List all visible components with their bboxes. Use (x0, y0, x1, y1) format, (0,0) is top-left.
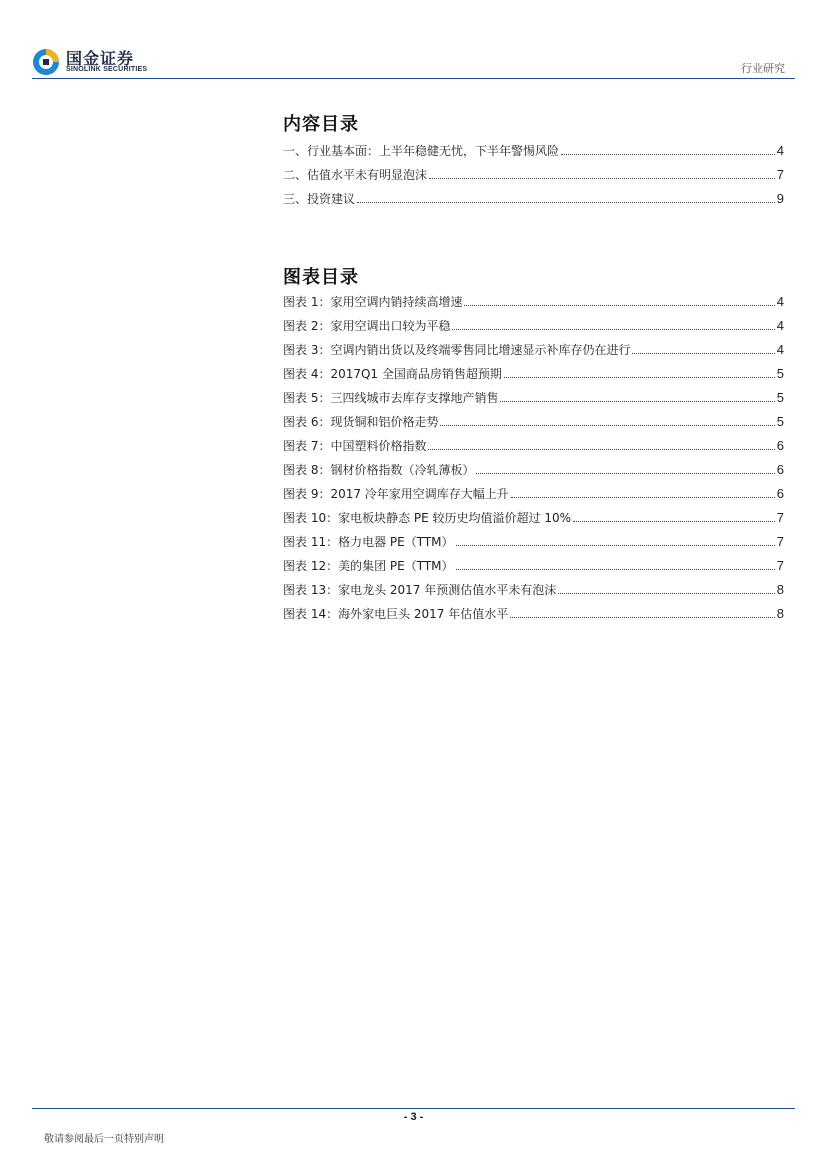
figure-item-page: 5 (776, 366, 784, 381)
company-logo (32, 46, 162, 78)
figure-item-text: 图表 5：三四线城市去库存支撑地产销售 (283, 391, 499, 405)
figure-item[interactable] (283, 413, 784, 437)
leader-dots (476, 473, 774, 474)
contents-item-text: 三、投资建议 (283, 192, 356, 206)
contents-item[interactable] (283, 190, 784, 214)
leader-dots (456, 545, 775, 546)
figure-item-page: 6 (776, 462, 784, 477)
figure-item-page: 4 (776, 318, 784, 333)
leader-dots (429, 178, 775, 179)
figure-item-page: 8 (776, 582, 784, 597)
figure-item-text: 图表 2：家用空调出口较为平稳 (283, 319, 451, 333)
figure-item-text: 图表 7：中国塑料价格指数 (283, 439, 427, 453)
leader-dots (456, 569, 775, 570)
figure-item-page: 7 (776, 510, 784, 525)
leader-dots (511, 497, 775, 498)
figure-item-page: 7 (776, 534, 784, 549)
figure-item-text: 图表 9：2017 冷年家用空调库存大幅上升 (283, 487, 509, 501)
leader-dots (561, 154, 775, 155)
figure-item[interactable] (283, 365, 784, 389)
figure-item-page: 5 (776, 414, 784, 429)
figure-item-page: 5 (776, 390, 784, 405)
leader-dots (510, 617, 775, 618)
leader-dots (464, 305, 774, 306)
leader-dots (357, 202, 775, 203)
logo-english-name: SINOLINK SECURITIES (66, 66, 148, 73)
figure-item[interactable] (283, 389, 784, 413)
figure-item-page: 8 (776, 606, 784, 621)
leader-dots (558, 593, 775, 594)
figure-item-text: 图表 4：2017Q1 全国商品房销售超预期 (283, 367, 502, 381)
contents-item-text: 二、估值水平未有明显泡沫 (283, 168, 428, 182)
figure-item[interactable] (283, 461, 784, 485)
page-number: - 3 - (403, 1111, 424, 1123)
figure-item-page: 6 (776, 438, 784, 453)
contents-item-text: 一、行业基本面：上半年稳健无忧，下半年警惕风险 (283, 144, 560, 158)
footer-rule (32, 1108, 795, 1109)
figure-item-text: 图表 8：钢材价格指数（冷轧薄板） (283, 463, 475, 477)
figure-item[interactable] (283, 341, 784, 365)
contents-title: 内容目录 (283, 114, 359, 135)
contents-item-page: 9 (776, 191, 784, 206)
leader-dots (500, 401, 774, 402)
contents-list (283, 142, 784, 214)
figure-item[interactable] (283, 605, 784, 629)
figure-item-text: 图表 6：现货铜和铝价格走势 (283, 415, 439, 429)
leader-dots (504, 377, 775, 378)
leader-dots (632, 353, 774, 354)
figure-item-page: 4 (776, 342, 784, 357)
figure-item-text: 图表 1：家用空调内销持续高增速 (283, 295, 463, 309)
contents-item-page: 7 (776, 167, 784, 182)
report-category: 行业研究 (741, 62, 785, 75)
figure-item[interactable] (283, 557, 784, 581)
sinolink-logo-icon (32, 48, 60, 76)
figure-item[interactable] (283, 509, 784, 533)
leader-dots (428, 449, 774, 450)
disclaimer-note: 敬请参阅最后一页特别声明 (44, 1134, 164, 1145)
leader-dots (440, 425, 774, 426)
figure-item-page: 4 (776, 294, 784, 309)
logo-chinese-name: 国金证券 (66, 49, 135, 68)
figure-item[interactable] (283, 293, 784, 317)
figure-item-text: 图表 11：格力电器 PE（TTM） (283, 535, 454, 549)
figure-item-page: 6 (776, 486, 784, 501)
figures-title: 图表目录 (283, 267, 359, 288)
figures-list (283, 293, 784, 629)
leader-dots (573, 521, 775, 522)
contents-item[interactable] (283, 142, 784, 166)
contents-item-page: 4 (776, 143, 784, 158)
figure-item-text: 图表 12：美的集团 PE（TTM） (283, 559, 454, 573)
figure-item[interactable] (283, 485, 784, 509)
figure-item[interactable] (283, 437, 784, 461)
figure-item-text: 图表 13：家电龙头 2017 年预测估值水平未有泡沫 (283, 583, 557, 597)
figure-item[interactable] (283, 317, 784, 341)
figure-item-page: 7 (776, 558, 784, 573)
header-rule (32, 78, 795, 79)
leader-dots (452, 329, 774, 330)
figure-item-text: 图表 14：海外家电巨头 2017 年估值水平 (283, 607, 509, 621)
contents-item[interactable] (283, 166, 784, 190)
figure-item[interactable] (283, 533, 784, 557)
figure-item-text: 图表 3：空调内销出货以及终端零售同比增速显示补库存仍在进行 (283, 343, 631, 357)
figure-item-text: 图表 10：家电板块静态 PE 较历史均值溢价超过 10% (283, 511, 572, 525)
figure-item[interactable] (283, 581, 784, 605)
